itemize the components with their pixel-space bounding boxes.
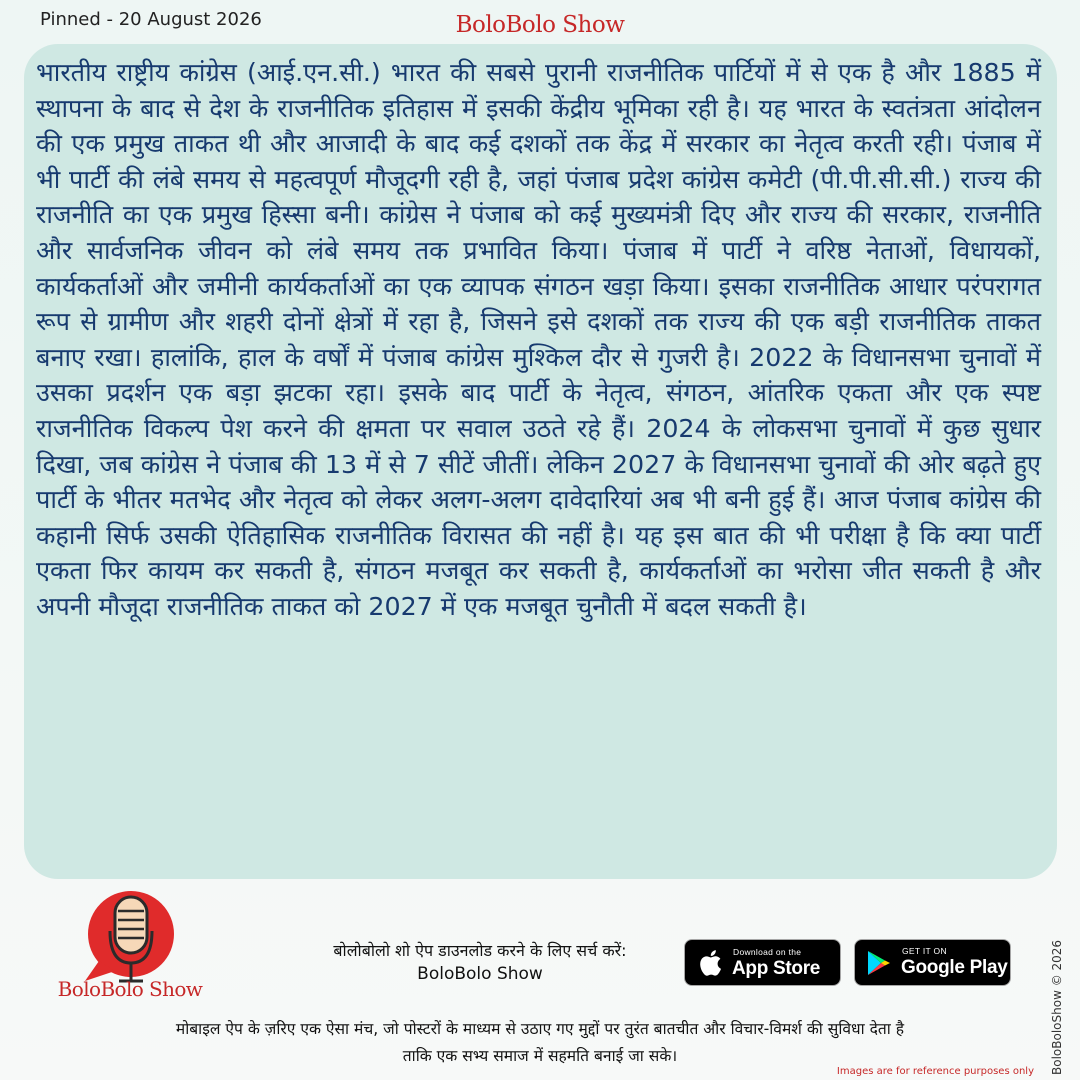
app-search-prompt: बोलोबोलो शो ऐप डाउनलोड करने के लिए सर्च करें: [333, 941, 627, 960]
google-play-small-label: GET IT ON [902, 946, 947, 956]
apple-icon [698, 949, 722, 977]
footer-tagline-line2: ताकि एक सभ्य समाज में सहमति बनाई जा सके। [402, 1047, 678, 1065]
disclaimer: Images are for reference purposes only [836, 1066, 1034, 1077]
footer-tagline-line1: मोबाइल ऐप के ज़रिए एक ऐसा मंच, जो पोस्टरों के माध्यम से उठाए गए मुद्दों पर तुरंत बातचीत और विचार-विमर्श की सुविधा देता है [175, 1020, 905, 1038]
app-store-button[interactable] [684, 939, 841, 986]
article-body: भारतीय राष्ट्रीय कांग्रेस (आई.एन.सी.) भारत की सबसे पुरानी राजनीतिक पार्टियों में से एक है और 1885 में स्थापना के बाद से देश के राजनीतिक इतिहास में इसकी केंद्रीय भूमिका रही है। यह भारत के स्वतंत्रता आंदोलन की एक प्रमुख ताकत थी और आजादी के बाद कई दशकों तक केंद्र में सरकार का नेतृत्व करती रही। पंजाब में भी पार्टी की लंबे समय से महत्वपूर्ण मौजूदगी रही है, जहां पंजाब प्रदेश कांग्रेस कमेटी (पी.पी.सी.सी.) राज्य की राजनीति का एक प्रमुख हिस्सा बनी। कांग्रेस ने पंजाब को कई मुख्यमंत्री दिए और राज्य की सरकार, राजनीति और सार्वजनिक जीवन को लंबे समय तक प्रभावित किया। पंजाब में पार्टी ने वरिष्ठ नेताओं, विधायकों, कार्यकर्ताओं और जमीनी कार्यकर्ताओं का एक व्यापक संगठन खड़ा किया। इसका राजनीतिक आधार परंपरागत रूप से ग्रामीण और शहरी दोनों क्षेत्रों में रहा है, जिसने इसे दशकों तक राज्य की एक बड़ी राजनीतिक ताकत बनाए रखा। हालांकि, हाल के वर्षों में पंजाब कांग्रेस मुश्किल दौर से गुजरी है। 2022 के विधानसभा चुनावों में उसका प्रदर्शन एक बड़ा झटका रहा। इसके बाद पार्टी के नेतृत्व, संगठन, आंतरिक एकता और एक स्पष्ट राजनीतिक विकल्प पेश करने की क्षमता पर सवाल उठते रहे हैं। 2024 के लोकसभा चुनावों में कुछ सुधार दिखा, जब कांग्रेस ने पंजाब की 13 में से 7 सीटें जीतीं। लेकिन 2027 के विधानसभा चुनावों की ओर बढ़ते हुए पार्टी के भीतर मतभेद और नेतृत्व को लेकर अलग-अलग दावेदारियां अब भी बनी हुई हैं। आज पंजाब कांग्रेस की कहानी सिर्फ उसकी ऐतिहासिक राजनीतिक विरासत की नहीं है। यह इस बात की भी परीक्षा है कि क्या पार्टी एकता फिर कायम कर सकती है, संगठन मजबूत कर सकती है, कार्यकर्ताओं का भरोसा जीत सकती है और अपनी मौजूदा राजनीतिक ताकत को 2027 में एक मजबूत चुनौती में बदल सकती है। [36, 58, 1042, 621]
brand-title: BoloBolo Show [455, 12, 625, 38]
copyright-vertical: BoloBoloShow © 2026 [1050, 939, 1064, 1075]
google-play-big-label: Google Play [901, 957, 1008, 978]
app-search-name: BoloBolo Show [417, 964, 543, 984]
footer-tagline [30, 1016, 1050, 1070]
article-card [24, 44, 1057, 879]
app-store-big-label: App Store [732, 958, 821, 979]
google-play-button[interactable] [854, 939, 1011, 986]
pinned-date: Pinned - 20 August 2026 [40, 9, 262, 30]
app-store-small-label: Download on the [733, 947, 802, 957]
google-play-icon [866, 949, 892, 977]
logo-wordmark: BoloBolo Show [57, 977, 203, 1001]
